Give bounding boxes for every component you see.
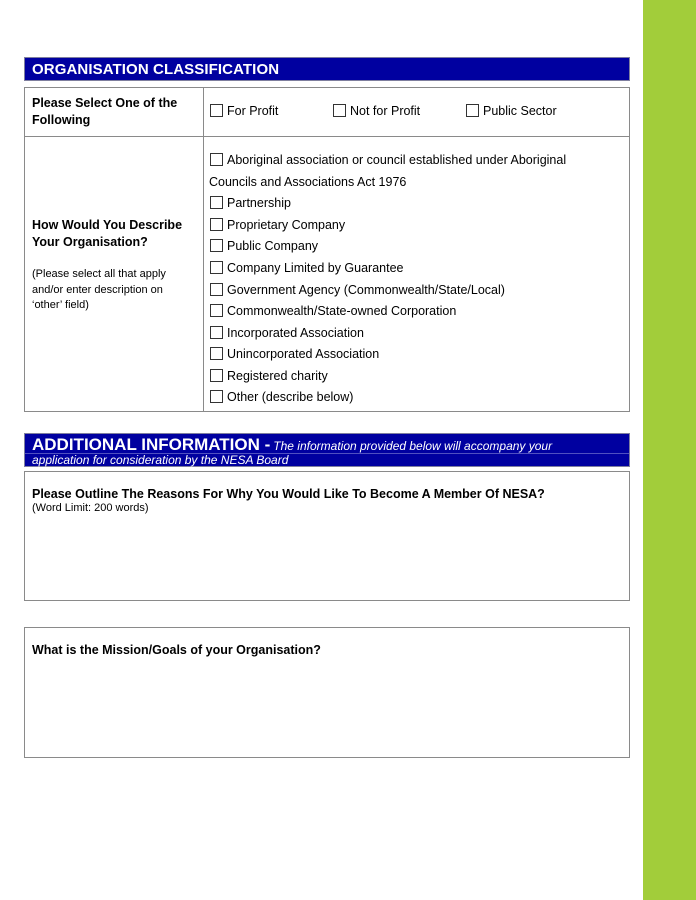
option-registered-charity[interactable] — [210, 369, 328, 383]
section-title: ORGANISATION CLASSIFICATION — [32, 61, 280, 78]
note-line: and/or enter description on — [32, 283, 163, 296]
option-for-profit[interactable] — [210, 104, 278, 118]
word-limit-hint: (Word Limit: 200 words) — [32, 502, 149, 514]
mission-goals-question: What is the Mission/Goals of your Organisation? — [32, 643, 321, 657]
checkbox-icon[interactable] — [210, 196, 223, 209]
checkbox-icon[interactable] — [210, 239, 223, 252]
section-subtitle-continued: application for consideration by the NESA Board — [32, 453, 289, 467]
describe-organisation-label — [32, 217, 197, 251]
option-label: Partnership — [227, 196, 291, 210]
note-line: (Please select all that apply — [32, 268, 166, 280]
checkbox-icon[interactable] — [210, 153, 223, 166]
header-line-1 — [32, 435, 552, 455]
membership-reasons-field[interactable] — [24, 471, 630, 601]
checkbox-icon[interactable] — [210, 369, 223, 382]
green-side-bar — [643, 0, 696, 900]
checkbox-icon[interactable] — [333, 104, 346, 117]
option-label: Aboriginal association or council established under Aboriginal — [227, 153, 567, 167]
label-line: Please Select One of the — [32, 96, 178, 110]
checkbox-icon[interactable] — [210, 283, 223, 296]
option-company-limited-by-guarantee[interactable] — [210, 261, 403, 275]
option-label: Not for Profit — [350, 104, 421, 118]
option-public-sector[interactable] — [466, 104, 557, 118]
option-label: Unincorporated Association — [227, 347, 380, 361]
checkbox-icon[interactable] — [210, 218, 223, 231]
option-public-company[interactable] — [210, 239, 318, 253]
select-one-label — [32, 95, 197, 129]
describe-organisation-note — [32, 267, 197, 314]
row-divider — [25, 136, 629, 137]
option-proprietary-company[interactable] — [210, 218, 345, 232]
option-government-agency[interactable] — [210, 283, 505, 297]
option-label: Other (describe below) — [227, 390, 354, 404]
option-continuation: Councils and Associations Act 1976 — [209, 175, 407, 189]
note-line: ‘other’ field) — [32, 299, 89, 311]
label-line: How Would You Describe — [32, 218, 183, 232]
classification-table — [24, 87, 630, 412]
option-label: Incorporated Association — [227, 326, 364, 340]
option-incorporated-association[interactable] — [210, 326, 364, 340]
option-label: Public Sector — [483, 104, 557, 118]
checkbox-icon[interactable] — [210, 104, 223, 117]
checkbox-icon[interactable] — [210, 347, 223, 360]
checkbox-icon[interactable] — [210, 326, 223, 339]
checkbox-icon[interactable] — [210, 261, 223, 274]
section-title: ADDITIONAL INFORMATION - — [32, 435, 271, 454]
label-line: Your Organisation? — [32, 235, 148, 249]
membership-reasons-question: Please Outline The Reasons For Why You Would Like To Become A Member Of NESA? — [32, 487, 545, 501]
section-subtitle: The information provided below will accompany your — [273, 439, 553, 453]
checkbox-icon[interactable] — [466, 104, 479, 117]
label-line: Following — [32, 113, 91, 127]
option-unincorporated-association[interactable] — [210, 347, 379, 361]
option-label: For Profit — [227, 104, 279, 118]
option-aboriginal-association[interactable] — [210, 153, 566, 167]
checkbox-icon[interactable] — [210, 304, 223, 317]
option-label: Commonwealth/State-owned Corporation — [227, 304, 457, 318]
option-other[interactable] — [210, 390, 353, 404]
additional-information-header — [24, 433, 630, 467]
option-label: Registered charity — [227, 369, 328, 383]
checkbox-icon[interactable] — [210, 390, 223, 403]
option-label: Public Company — [227, 239, 319, 253]
option-not-for-profit[interactable] — [333, 104, 420, 118]
option-label: Proprietary Company — [227, 218, 346, 232]
option-label: Company Limited by Guarantee — [227, 261, 404, 275]
mission-goals-field[interactable] — [24, 627, 630, 758]
organisation-classification-header — [24, 57, 630, 81]
option-state-owned-corporation[interactable] — [210, 304, 456, 318]
option-label: Government Agency (Commonwealth/State/Local) — [227, 283, 505, 297]
option-partnership[interactable] — [210, 196, 291, 210]
